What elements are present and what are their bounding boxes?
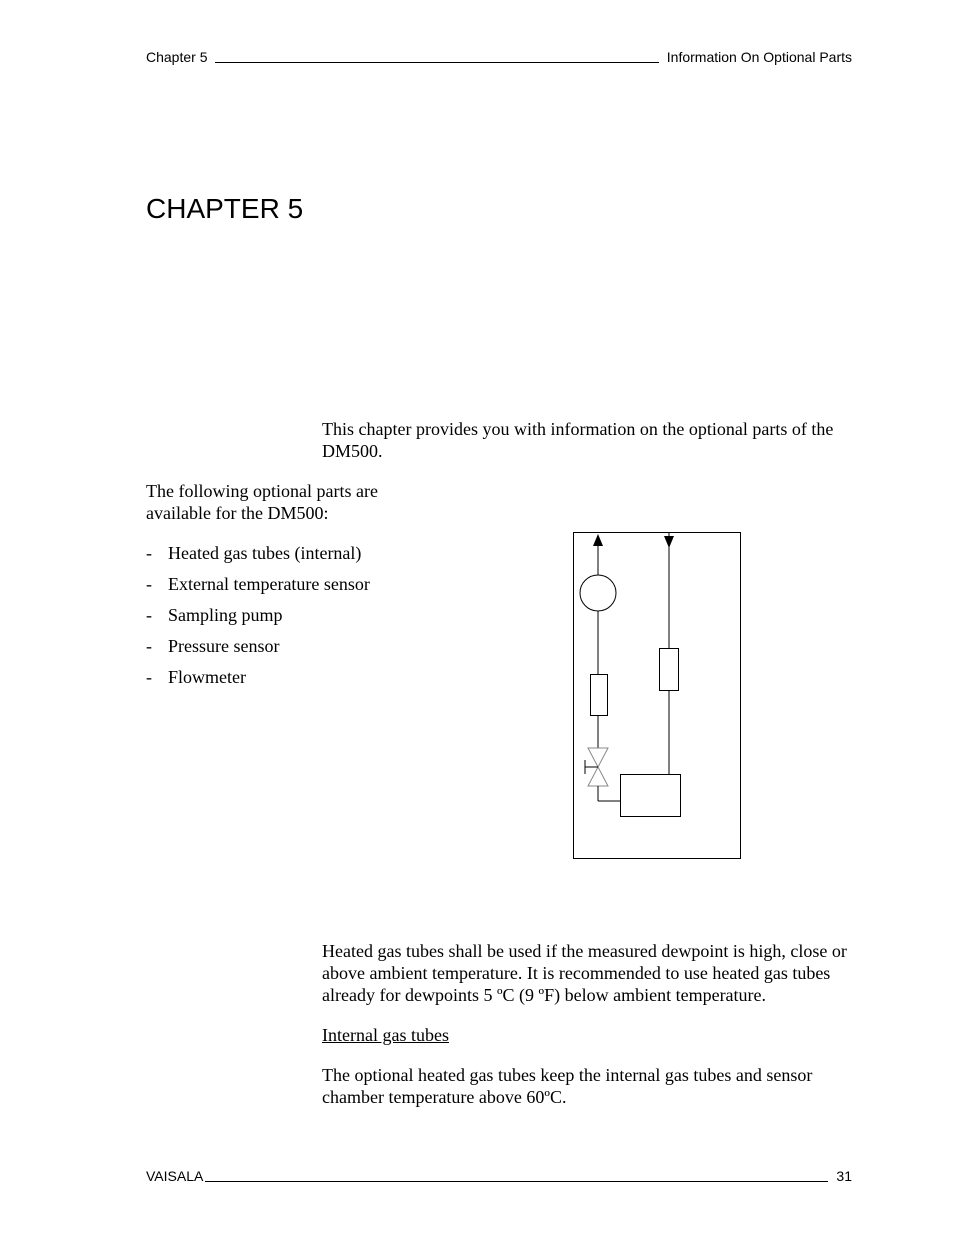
internal-tubes-paragraph: The optional heated gas tubes keep the internal gas tubes and sensor chamber temperature above 60ºC. — [322, 1065, 813, 1107]
header-section-title: Information On Optional Parts — [666, 49, 852, 65]
list-item — [146, 666, 370, 697]
right-component-box — [660, 649, 679, 691]
header-rule — [215, 61, 658, 63]
pump-circle — [580, 575, 616, 611]
internal-gas-tubes-heading: Internal gas tubes — [322, 1025, 449, 1045]
list-dash: - — [146, 667, 152, 687]
list-item — [146, 635, 370, 666]
list-dash: - — [146, 636, 152, 656]
intro-paragraph: This chapter provides you with information on the optional parts of the DM500. — [322, 419, 834, 461]
heated-tubes-paragraph: Heated gas tubes shall be used if the measured dewpoint is high, close or above ambient temperature. It is recommended to use heated gas tubes already for dewpoints 5 ºC (9 ºF) below ambient temperature. — [322, 941, 847, 1005]
footer-brand: VAISALA — [146, 1168, 204, 1184]
page-header — [146, 48, 852, 66]
header-chapter-label: Chapter 5 — [146, 49, 208, 65]
list-item-label: Flowmeter — [168, 667, 246, 687]
outlet-arrow-icon — [593, 534, 603, 546]
list-item-label: External temperature sensor — [168, 574, 370, 594]
page-number: 31 — [836, 1168, 852, 1184]
page-footer — [146, 1167, 852, 1185]
list-item — [146, 573, 370, 604]
list-item — [146, 604, 370, 635]
list-dash: - — [146, 543, 152, 563]
list-dash: - — [146, 605, 152, 625]
list-item-label: Pressure sensor — [168, 636, 280, 656]
chapter-title: CHAPTER 5 — [146, 193, 304, 224]
gas-flow-schematic — [568, 528, 746, 864]
list-item — [146, 542, 370, 573]
available-parts-text: The following optional parts are available for the DM500: — [146, 481, 378, 523]
footer-rule — [205, 1180, 828, 1182]
list-item-label: Heated gas tubes (internal) — [168, 543, 362, 563]
sensor-chamber-box — [621, 775, 681, 817]
optional-parts-list — [146, 542, 370, 697]
list-item-label: Sampling pump — [168, 605, 283, 625]
left-component-box — [591, 675, 608, 716]
list-dash: - — [146, 574, 152, 594]
inlet-arrow-icon — [664, 536, 674, 548]
